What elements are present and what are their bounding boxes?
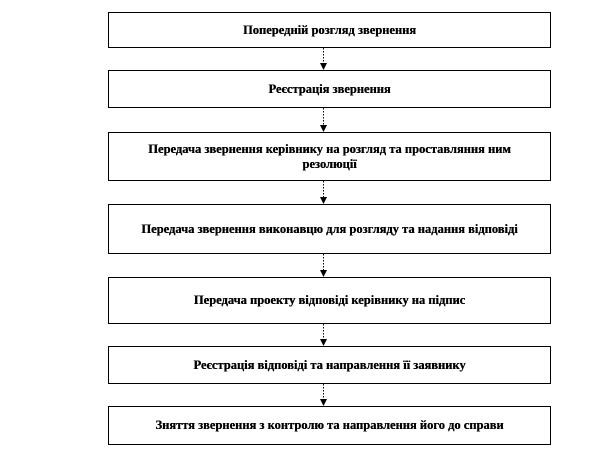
step-5-box xyxy=(108,277,551,324)
arrow-1-to-2 xyxy=(319,48,328,70)
arrow-6-to-7 xyxy=(319,384,328,406)
step-7-label: Зняття звернення з контролю та направлення його до справи xyxy=(155,418,504,432)
step-1-label: Попередній розгляд звернення xyxy=(242,22,417,37)
step-1-box xyxy=(108,12,551,48)
step-7-box xyxy=(108,406,551,445)
arrow-down-icon xyxy=(319,384,328,406)
arrow-down-icon xyxy=(319,48,328,70)
step-6-label: Реєстрація відповіді та направлення її заявнику xyxy=(193,357,466,372)
step-5-label: Передача проекту відповіді керівнику на підпис xyxy=(193,293,466,307)
step-2-label: Реєстрація звернення xyxy=(268,81,391,96)
step-2-box xyxy=(108,70,551,108)
arrow-5-to-6 xyxy=(319,324,328,346)
step-6-box xyxy=(108,346,551,384)
step-4-box xyxy=(108,204,551,254)
arrow-down-icon xyxy=(319,324,328,346)
step-4-label: Передача звернення виконавцю для розгляду та надання відповіді xyxy=(141,221,518,236)
step-3-label: Передача звернення керівнику на розгляд та проставляння ним резолюції xyxy=(148,141,511,171)
arrow-down-icon xyxy=(319,254,328,277)
arrow-down-icon xyxy=(319,181,328,204)
arrow-4-to-5 xyxy=(319,254,328,277)
arrow-down-icon xyxy=(319,108,328,132)
step-3-box xyxy=(108,132,551,181)
arrow-3-to-4 xyxy=(319,181,328,204)
arrow-2-to-3 xyxy=(319,108,328,132)
